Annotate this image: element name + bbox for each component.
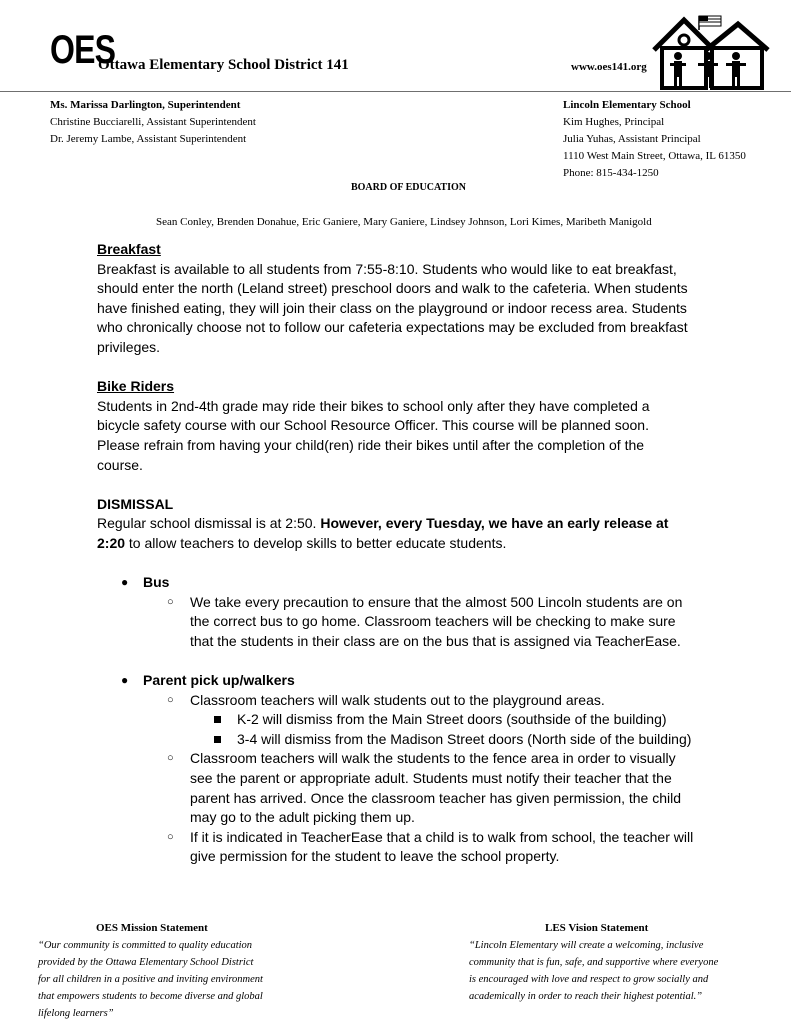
paragraph-line: that the students in their class are on the bus that is assigned via TeacherEase. <box>190 632 681 649</box>
superintendent: Ms. Marissa Darlington, Superintendent <box>50 99 241 111</box>
header-divider <box>0 91 791 92</box>
breakfast-heading: Breakfast <box>97 241 161 257</box>
list-item <box>143 749 717 827</box>
statement-line: is encouraged with love and respect to grow socially and <box>469 974 709 985</box>
website-link[interactable]: www.oes141.org <box>571 61 647 73</box>
dismissal-early-release: However, every Tuesday, we have an early release at <box>320 515 669 532</box>
school-phone: Phone: 815-434-1250 <box>563 167 659 179</box>
paragraph-line: privileges. <box>97 338 161 355</box>
paragraph-line: the correct bus to go home. Classroom teachers will be checking to make sure <box>190 613 676 630</box>
paragraph-line: K-2 will dismiss from the Main Street doors (southside of the building) <box>237 711 667 728</box>
dismissal-paragraph <box>97 514 717 553</box>
paragraph-line: give permission for the student to leave the school property. <box>190 848 560 865</box>
school-name: Lincoln Elementary School <box>563 99 691 111</box>
list-item <box>190 730 717 750</box>
mission-statement <box>38 937 263 1022</box>
oes-logo: OES <box>50 28 116 72</box>
vision-title: LES Vision Statement <box>545 922 649 934</box>
parent-pickup-label: Parent pick up/walkers <box>143 672 295 689</box>
square-bullet-icon <box>214 736 221 743</box>
district-name: Ottawa Elementary School District 141 <box>98 57 349 73</box>
breakfast-paragraph <box>97 260 717 358</box>
dismissal-heading: DISMISSAL <box>97 495 174 512</box>
paragraph-line: If it is indicated in TeacherEase that a child is to walk from school, the teacher will <box>190 828 694 845</box>
dismissal-list <box>97 573 717 867</box>
vision-statement <box>469 937 718 1005</box>
paragraph-line: Please refrain from having your child(ren) ride their bikes until after the completion of the <box>97 436 645 453</box>
schoolhouse-with-flag-icon <box>652 14 770 90</box>
bus-label: Bus <box>143 574 170 591</box>
assistant-superintendent-1: Christine Bucciarelli, Assistant Superintendent <box>50 116 256 128</box>
paragraph-line: parent has arrived. Once the classroom teacher has given permission, the child <box>190 789 682 806</box>
assistant-superintendent-2: Dr. Jeremy Lambe, Assistant Superintendent <box>50 133 247 145</box>
principal: Kim Hughes, Principal <box>563 116 665 128</box>
list-item <box>143 593 717 652</box>
board-members: Sean Conley, Brenden Donahue, Eric Ganiere, Mary Ganiere, Lindsey Johnson, Lori Kimes, Maribeth Manigold <box>156 216 652 228</box>
paragraph-line: bicycle safety course with our School Resource Officer. This course will be planned soon. <box>97 417 649 434</box>
paragraph-line: may go to the adult picking them up. <box>190 809 415 826</box>
list-item <box>143 691 717 750</box>
circle-bullet-icon: ○ <box>167 693 174 706</box>
bullet-icon: ● <box>121 673 129 688</box>
mission-title: OES Mission Statement <box>96 922 208 934</box>
circle-bullet-icon: ○ <box>167 595 174 608</box>
board-title: BOARD OF EDUCATION <box>350 182 466 193</box>
square-bullet-icon <box>214 716 221 723</box>
list-item-bus <box>97 573 717 671</box>
bike-riders-heading: Bike Riders <box>97 378 175 395</box>
school-info <box>563 97 746 182</box>
paragraph-line: Students in 2nd-4th grade may ride their bikes to school only after they have completed a <box>97 397 650 414</box>
statement-line: provided by the Ottawa Elementary School District <box>38 957 254 968</box>
paragraph-line: Breakfast is available to all students from 7:55-8:10. Students who would like to eat breakfast, <box>97 260 677 277</box>
assistant-principal: Julia Yuhas, Assistant Principal <box>563 133 701 145</box>
early-release-time: 2:20 <box>97 534 126 551</box>
statement-line: “Our community is committed to quality education <box>38 940 253 951</box>
paragraph-line: should enter the north (Leland street) preschool doors and walk to the cafeteria. When students <box>97 280 688 297</box>
statement-line: lifelong learners” <box>38 1008 114 1019</box>
paragraph-line: have finished eating, they will join their class on the playground or indoor recess area. Students <box>97 299 687 316</box>
statement-line: community that is fun, safe, and supportive where everyone <box>469 957 719 968</box>
statement-line: for all children in a positive and inviting environment <box>38 974 263 985</box>
bullet-icon: ● <box>121 575 129 590</box>
statement-line: academically in order to reach their highest potential.” <box>469 991 703 1002</box>
district-administration <box>50 97 256 148</box>
paragraph-line: 3-4 will dismiss from the Madison Street doors (North side of the building) <box>237 730 692 747</box>
paragraph-line: see the parent or appropriate adult. Students must notify their teacher that the <box>190 770 672 787</box>
list-item <box>190 710 717 730</box>
bike-riders-paragraph <box>97 397 717 475</box>
paragraph-line: who chronically choose not to follow our cafeteria expectations may be excluded from breakfast <box>97 319 688 336</box>
paragraph-line: We take every precaution to ensure that the almost 500 Lincoln students are on <box>190 593 683 610</box>
dismissal-regular-text: Regular school dismissal is at 2:50. <box>97 515 321 532</box>
school-address: 1110 West Main Street, Ottawa, IL 61350 <box>563 150 746 162</box>
list-item-parent-pickup <box>97 671 717 867</box>
paragraph-line: Classroom teachers will walk students out to the playground areas. <box>190 691 605 708</box>
dismissal-purpose-text: to allow teachers to develop skills to better educate students. <box>125 534 507 551</box>
statement-line: “Lincoln Elementary will create a welcoming, inclusive <box>469 940 704 951</box>
list-item <box>143 828 717 867</box>
paragraph-line: Classroom teachers will walk the students to the fence area in order to visually <box>190 750 676 767</box>
paragraph-line <box>97 514 717 534</box>
circle-bullet-icon: ○ <box>167 830 174 843</box>
newsletter-body <box>97 240 717 867</box>
circle-bullet-icon: ○ <box>167 752 174 765</box>
statement-line: that empowers students to become diverse and global <box>38 991 263 1002</box>
paragraph-line <box>97 534 717 554</box>
paragraph-line: course. <box>97 456 143 473</box>
